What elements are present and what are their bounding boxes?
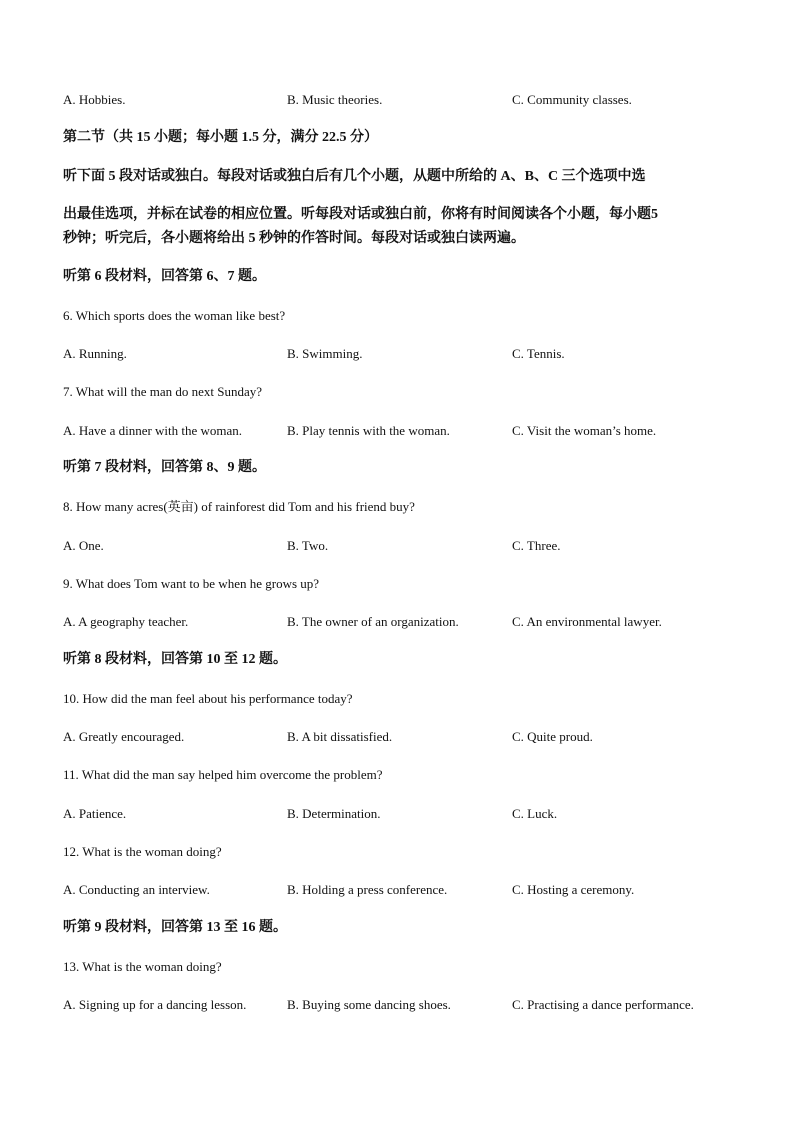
option-a: A. Patience.	[63, 806, 127, 821]
group-title: 听第 9 段材料，回答第 13 至 16 题。	[63, 920, 287, 935]
section-heading: 第二节（共 15 小题；每小题 1.5 分，满分 22.5 分）	[63, 130, 378, 145]
option-c: C. Visit the woman’s home.	[512, 423, 657, 438]
options-row	[63, 996, 743, 1014]
question-text: 6. Which sports does the woman like best?	[63, 308, 286, 323]
option-b: B. Two.	[287, 538, 329, 553]
option-a: A. A geography teacher.	[63, 614, 189, 629]
option-b: B. Play tennis with the woman.	[287, 423, 450, 438]
option-a: A. One.	[63, 538, 104, 553]
option-b: B. The owner of an organization.	[287, 614, 459, 629]
option-a: A. Greatly encouraged.	[63, 729, 185, 744]
option-c: C. Luck.	[512, 806, 558, 821]
option-b: B. Buying some dancing shoes.	[287, 997, 451, 1012]
options-row	[63, 91, 743, 109]
option-c: C. Community classes.	[512, 92, 632, 107]
option-c: C. Tennis.	[512, 346, 565, 361]
question-text: 9. What does Tom want to be when he grows up?	[63, 576, 320, 591]
options-row	[63, 613, 743, 631]
question-text: 8. How many acres(英亩) of rainforest did Tom and his friend buy?	[63, 499, 415, 514]
option-b: B. A bit dissatisfied.	[287, 729, 393, 744]
option-c: C. Three.	[512, 538, 561, 553]
options-row	[63, 805, 743, 823]
option-a: A. Conducting an interview.	[63, 882, 210, 897]
option-a: A. Hobbies.	[63, 92, 126, 107]
option-c: C. Quite proud.	[512, 729, 593, 744]
question-text: 7. What will the man do next Sunday?	[63, 384, 263, 399]
options-row	[63, 345, 743, 363]
option-b: B. Determination.	[287, 806, 381, 821]
option-b: B. Swimming.	[287, 346, 363, 361]
group-title: 听第 6 段材料，回答第 6、7 题。	[63, 269, 266, 284]
question-text: 12. What is the woman doing?	[63, 844, 222, 859]
question-text: 10. How did the man feel about his performance today?	[63, 691, 353, 706]
option-b: B. Music theories.	[287, 92, 383, 107]
options-row	[63, 537, 743, 555]
option-a: A. Signing up for a dancing lesson.	[63, 997, 247, 1012]
instruction-line: 出最佳选项，并标在试卷的相应位置。听每段对话或独白前，你将有时间阅读各个小题，每小题5	[63, 207, 658, 222]
option-c: C. An environmental lawyer.	[512, 614, 662, 629]
option-c: C. Hosting a ceremony.	[512, 882, 635, 897]
options-row	[63, 881, 743, 899]
options-row	[63, 422, 743, 440]
group-title: 听第 8 段材料，回答第 10 至 12 题。	[63, 652, 287, 667]
option-b: B. Holding a press conference.	[287, 882, 448, 897]
group-title: 听第 7 段材料，回答第 8、9 题。	[63, 460, 266, 475]
question-text: 13. What is the woman doing?	[63, 959, 222, 974]
option-c: C. Practising a dance performance.	[512, 997, 694, 1012]
question-text: 11. What did the man say helped him overcome the problem?	[63, 767, 383, 782]
option-a: A. Running.	[63, 346, 127, 361]
instruction-line: 听下面 5 段对话或独白。每段对话或独白后有几个小题，从题中所给的 A、B、C 三个选项中选	[63, 169, 646, 184]
option-a: A. Have a dinner with the woman.	[63, 423, 243, 438]
options-row	[63, 728, 743, 746]
instruction-line: 秒钟；听完后，各小题将给出 5 秒钟的作答时间。每段对话或独白读两遍。	[63, 231, 525, 246]
